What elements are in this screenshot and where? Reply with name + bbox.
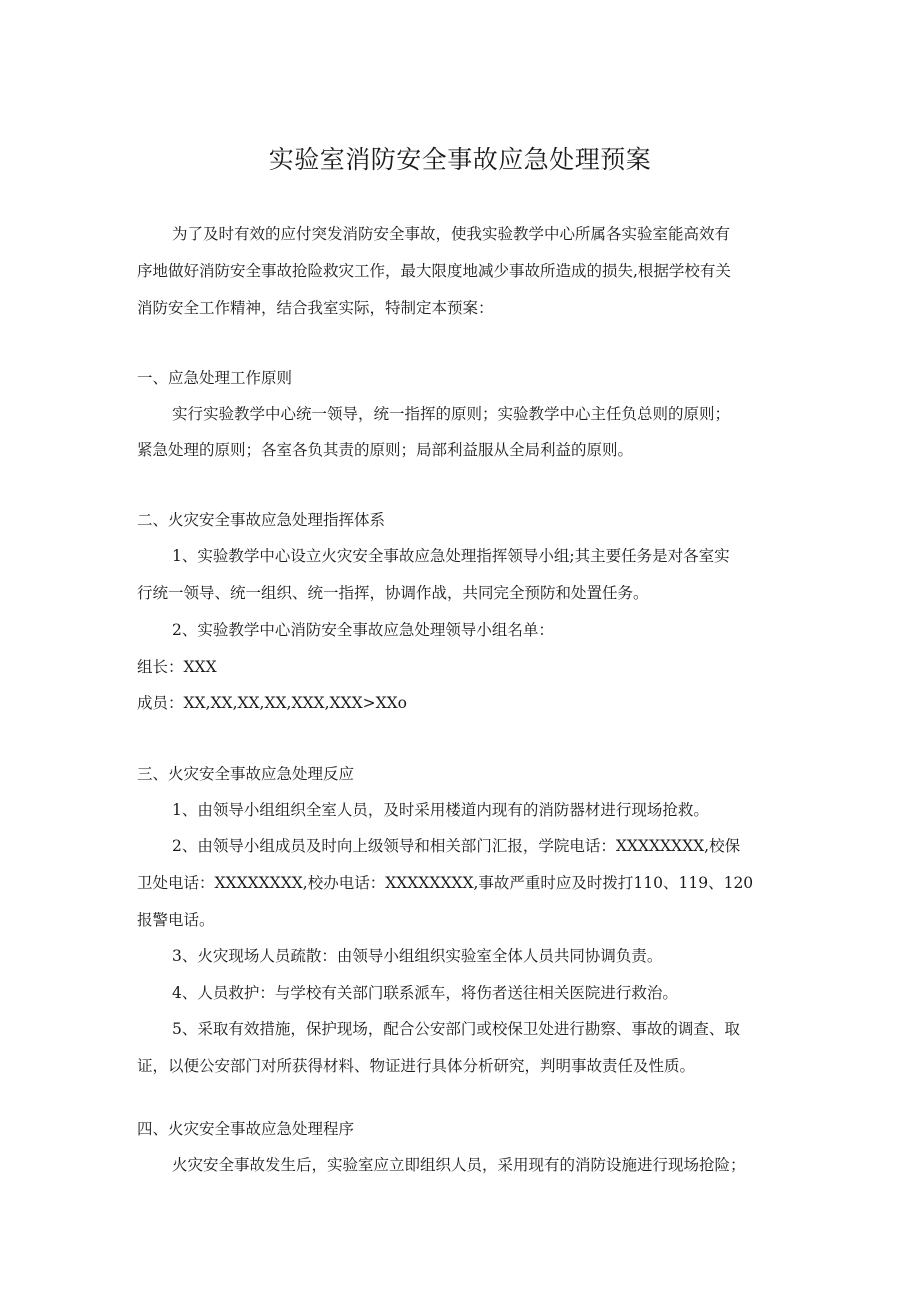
leader-line: 组长：XXX (137, 658, 217, 676)
section3-heading: 三、火灾安全事故应急处理反应 (137, 765, 355, 783)
section3-line-8: 证，以便公安部门对所获得材料、物证进行具体分析研究，判明事故责任及性质。 (137, 1057, 696, 1075)
section3-line-6: 4、人员救护：与学校有关部门联系派车，将伤者送往相关医院进行救治。 (172, 984, 678, 1002)
document-title: 实验室消防安全事故应急处理预案 (268, 145, 652, 174)
section3-line-7: 5、采取有效措施，保护现场，配合公安部门或校保卫处进行勘察、事故的调查、取 (172, 1020, 740, 1038)
section3-line-1: 1、由领导小组组织全室人员，及时采用楼道内现有的消防器材进行现场抢救。 (172, 801, 709, 819)
intro-line-2: 序地做好消防安全事故抢险救灾工作，最大限度地减少事故所造成的损失,根据学校有关 (137, 262, 731, 280)
section2-heading: 二、火灾安全事故应急处理指挥体系 (137, 511, 386, 529)
section1-line-1: 实行实验教学中心统一领导，统一指挥的原则；实验教学中心主任负总则的原则； (172, 405, 731, 423)
intro-line-3: 消防安全工作精神，结合我室实际，特制定本预案： (137, 299, 494, 317)
section3-line-5: 3、火灾现场人员疏散：由领导小组组织实验室全体人员共同协调负责。 (172, 947, 663, 965)
section3-line-3: 卫处电话：XXXXXXXX,校办电话：XXXXXXXX,事故严重时应及时拨打110、119、120 (137, 874, 754, 892)
section3-line-2: 2、由领导小组成员及时向上级领导和相关部门汇报，学院电话：XXXXXXXX,校保 (172, 837, 741, 855)
section4-heading: 四、火灾安全事故应急处理程序 (137, 1120, 355, 1138)
section2-line-3: 2、实验教学中心消防安全事故应急处理领导小组名单： (172, 621, 554, 639)
section1-heading: 一、应急处理工作原则 (137, 369, 293, 387)
section2-line-2: 行统一领导、统一组织、统一指挥，协调作战，共同完全预防和处置任务。 (137, 584, 649, 602)
intro-line-1: 为了及时有效的应付突发消防安全事故，使我实验教学中心所属各实验室能高效有 (172, 225, 731, 243)
section3-line-4: 报警电话。 (137, 911, 215, 929)
section4-line-1: 火灾安全事故发生后，实验室应立即组织人员，采用现有的消防设施进行现场抢险； (172, 1156, 746, 1174)
section1-line-2: 紧急处理的原则；各室各负其责的原则；局部利益服从全局利益的原则。 (137, 441, 634, 459)
section2-line-1: 1、实验教学中心设立火灾安全事故应急处理指挥领导小组;其主要任务是对各室实 (172, 547, 730, 565)
members-line: 成员：XX,XX,XX,XX,XXX,XXX>XXo (137, 694, 408, 712)
